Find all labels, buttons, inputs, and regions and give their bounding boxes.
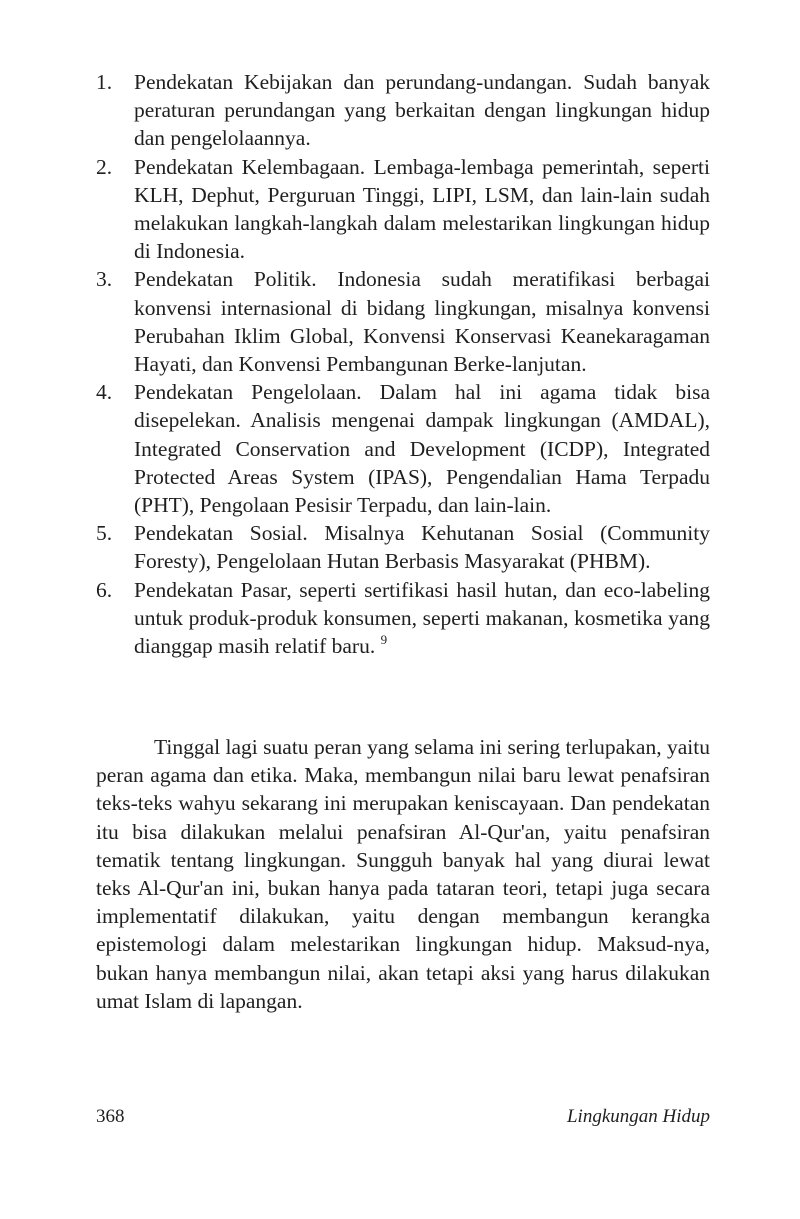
list-item [96, 519, 710, 575]
list-item-text: Pendekatan Kebijakan dan perundang-undangan. Sudah banyak peraturan perundangan yang berkaitan dengan lingkungan hidup dan pengelolaannya. [134, 70, 710, 151]
list-item-text: Pendekatan Sosial. Misalnya Kehutanan Sosial (Community Foresty), Pengelolaan Hutan Berbasis Masyarakat (PHBM). [134, 521, 710, 574]
approach-list [96, 68, 710, 660]
list-item-number: 6. [96, 577, 113, 602]
list-item-text [134, 576, 710, 661]
list-item-number: 1. [96, 70, 113, 94]
page-number: 368 [96, 1106, 125, 1127]
list-item [96, 153, 710, 266]
list-item [96, 378, 710, 519]
body-paragraph: Tinggal lagi suatu peran yang selama ini sering terlupakan, yaitu peran agama dan etika. Maka, membangun nilai baru lewat penafsiran teks-teks wahyu sekarang ini merupakan keniscayaan. Dan pendekatan itu bisa dilakukan melalui penafsiran Al-Qur'an, yaitu penafsiran tematik tentang lingkungan. Sungguh banyak hal yang diurai lewat teks Al-Qur'an ini, bukan hanya pada tataran teori, tetapi juga secara implementatif dilakukan, yaitu dengan membangun kerangka epistemologi dalam melestarikan lingkungan hidup. Maksud-nya, bukan hanya membangun nilai, akan tetapi aksi yang harus dilakukan umat Islam di lapangan. [96, 735, 710, 1013]
footnote-reference[interactable]: 9 [380, 632, 388, 648]
list-item-text: Pendekatan Pengelolaan. Dalam hal ini agama tidak bisa disepelekan. Analisis mengenai dampak lingkungan (AMDAL), Integrated Conservation and Development (ICDP), Integrated Protected Areas System (IPAS), Pengendalian Hama Terpadu (PHT), Pengolaan Pesisir Terpadu, dan lain-lain. [134, 380, 710, 518]
running-title: Lingkungan Hidup [566, 1106, 710, 1127]
list-item-text: Pendekatan Kelembagaan. Lembaga-lembaga pemerintah, seperti KLH, Dephut, Perguruan Tinggi, LIPI, LSM, dan lain-lain sudah melakukan langkah-langkah dalam melestarikan lingkungan hidup di Indonesia. [134, 154, 710, 264]
list-item [96, 265, 710, 378]
list-item-number: 4. [96, 380, 113, 405]
list-item [96, 68, 710, 153]
list-item-number: 3. [96, 267, 113, 292]
list-item-text-content: Pendekatan Pasar, seperti sertifikasi hasil hutan, dan eco-labeling untuk produk-produk konsumen, seperti makanan, kosmetika yang dianggap masih relatif baru. [134, 577, 710, 659]
list-item [96, 576, 710, 661]
list-item-number: 2. [96, 154, 113, 179]
list-item-number: 5. [96, 521, 113, 546]
list-item-text: Pendekatan Politik. Indonesia sudah meratifikasi berbagai konvensi internasional di bidang lingkungan, misalnya konvensi Perubahan Iklim Global, Konvensi Konservasi Keanekaragaman Hayati, dan Konvensi Pembangunan Berke-lanjutan. [134, 267, 710, 377]
